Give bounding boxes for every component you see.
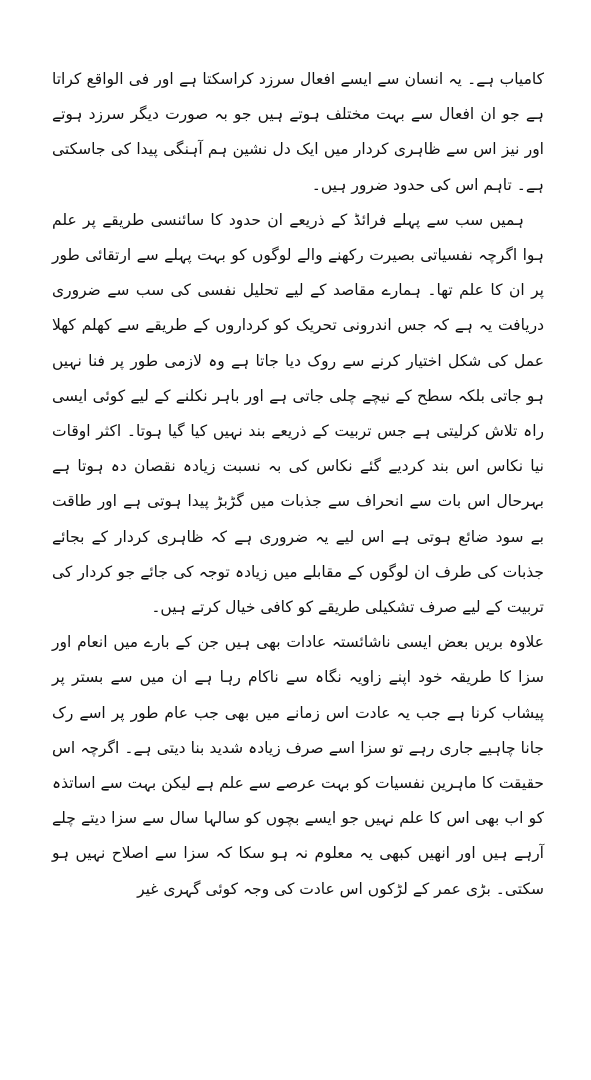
body-text [52, 62, 544, 907]
paragraph-1: کامیاب ہے۔ یہ انسان سے ایسے افعال سرزد کراسکتا ہے اور فی الواقع کراتا ہے جو ان افعال سے بہت مختلف ہوتے ہیں جو بہ صورت دیگر سرزد ہوتے اور نیز اس سے ظاہری کردار میں ایک دل نشین ہم آہنگی پیدا کی جاسکتی ہے۔ تاہم اس کی حدود ضرور ہیں۔ [52, 70, 544, 194]
paragraph-3: علاوہ بریں بعض ایسی ناشائستہ عادات بھی ہیں جن کے بارے میں انعام اور سزا کا طریقہ خود اپنے زاویہ نگاہ سے ناکام رہا ہے ان میں سے بستر پر پیشاب کرنا ہے جب یہ عادت اس زمانے میں بھی جب عام طور پر اسے رک جانا چاہیے جاری رہے تو سزا اسے صرف زیادہ شدید بنا دیتی ہے۔ اگرچہ اس حقیقت کا ماہرین نفسیات کو بہت عرصے سے علم ہے لیکن بہت سے اساتذہ کو اب بھی اس کا علم نہیں جو ایسے بچوں کو سالہا سال سے سزا دیتے چلے آرہے ہیں اور انھیں کبھی یہ معلوم نہ ہو سکا کہ سزا سے اصلاح نہیں ہو سکتی۔ بڑی عمر کے لڑکوں اس عادت کی وجہ کوئی گہری غیر [52, 633, 544, 898]
paragraph-2: ہمیں سب سے پہلے فرائڈ کے ذریعے ان حدود کا سائنسی طریقے پر علم ہوا اگرچہ نفسیاتی بصیرت رکھنے والے لوگوں کو بہت پہلے سے ارتقائی طور پر ان کا علم تھا۔ ہمارے مقاصد کے لیے تحلیل نفسی کی سب سے ضروری دریافت یہ ہے کہ جس اندرونی تحریک کو کرداروں کے طریقے سے کھلم کھلا عمل کی شکل اختیار کرنے سے روک دیا جاتا ہے وہ لازمی طور پر فنا نہیں ہو جاتی بلکہ سطح کے نیچے چلی جاتی ہے اور باہر نکلنے کے لیے کوئی ایسی راہ تلاش کرلیتی ہے جس تربیت کے ذریعے بند نہیں کیا گیا ہوتا۔ اکثر اوقات نیا نکاس اس بند کردیے گئے نکاس کی بہ نسبت زیادہ نقصان دہ ہوتا ہے بہرحال اس بات سے انحراف سے جذبات میں گڑبڑ پیدا ہوتی ہے اور طاقت بے سود ضائع ہوتی ہے اس لیے یہ ضروری ہے کہ ظاہری کردار کے بجائے جذبات کی طرف ان لوگوں کے مقابلے میں زیادہ توجہ کی جائے جو کردار کی تربیت کے لیے صرف تشکیلی طریقے کو کافی خیال کرتے ہیں۔ [52, 210, 544, 617]
